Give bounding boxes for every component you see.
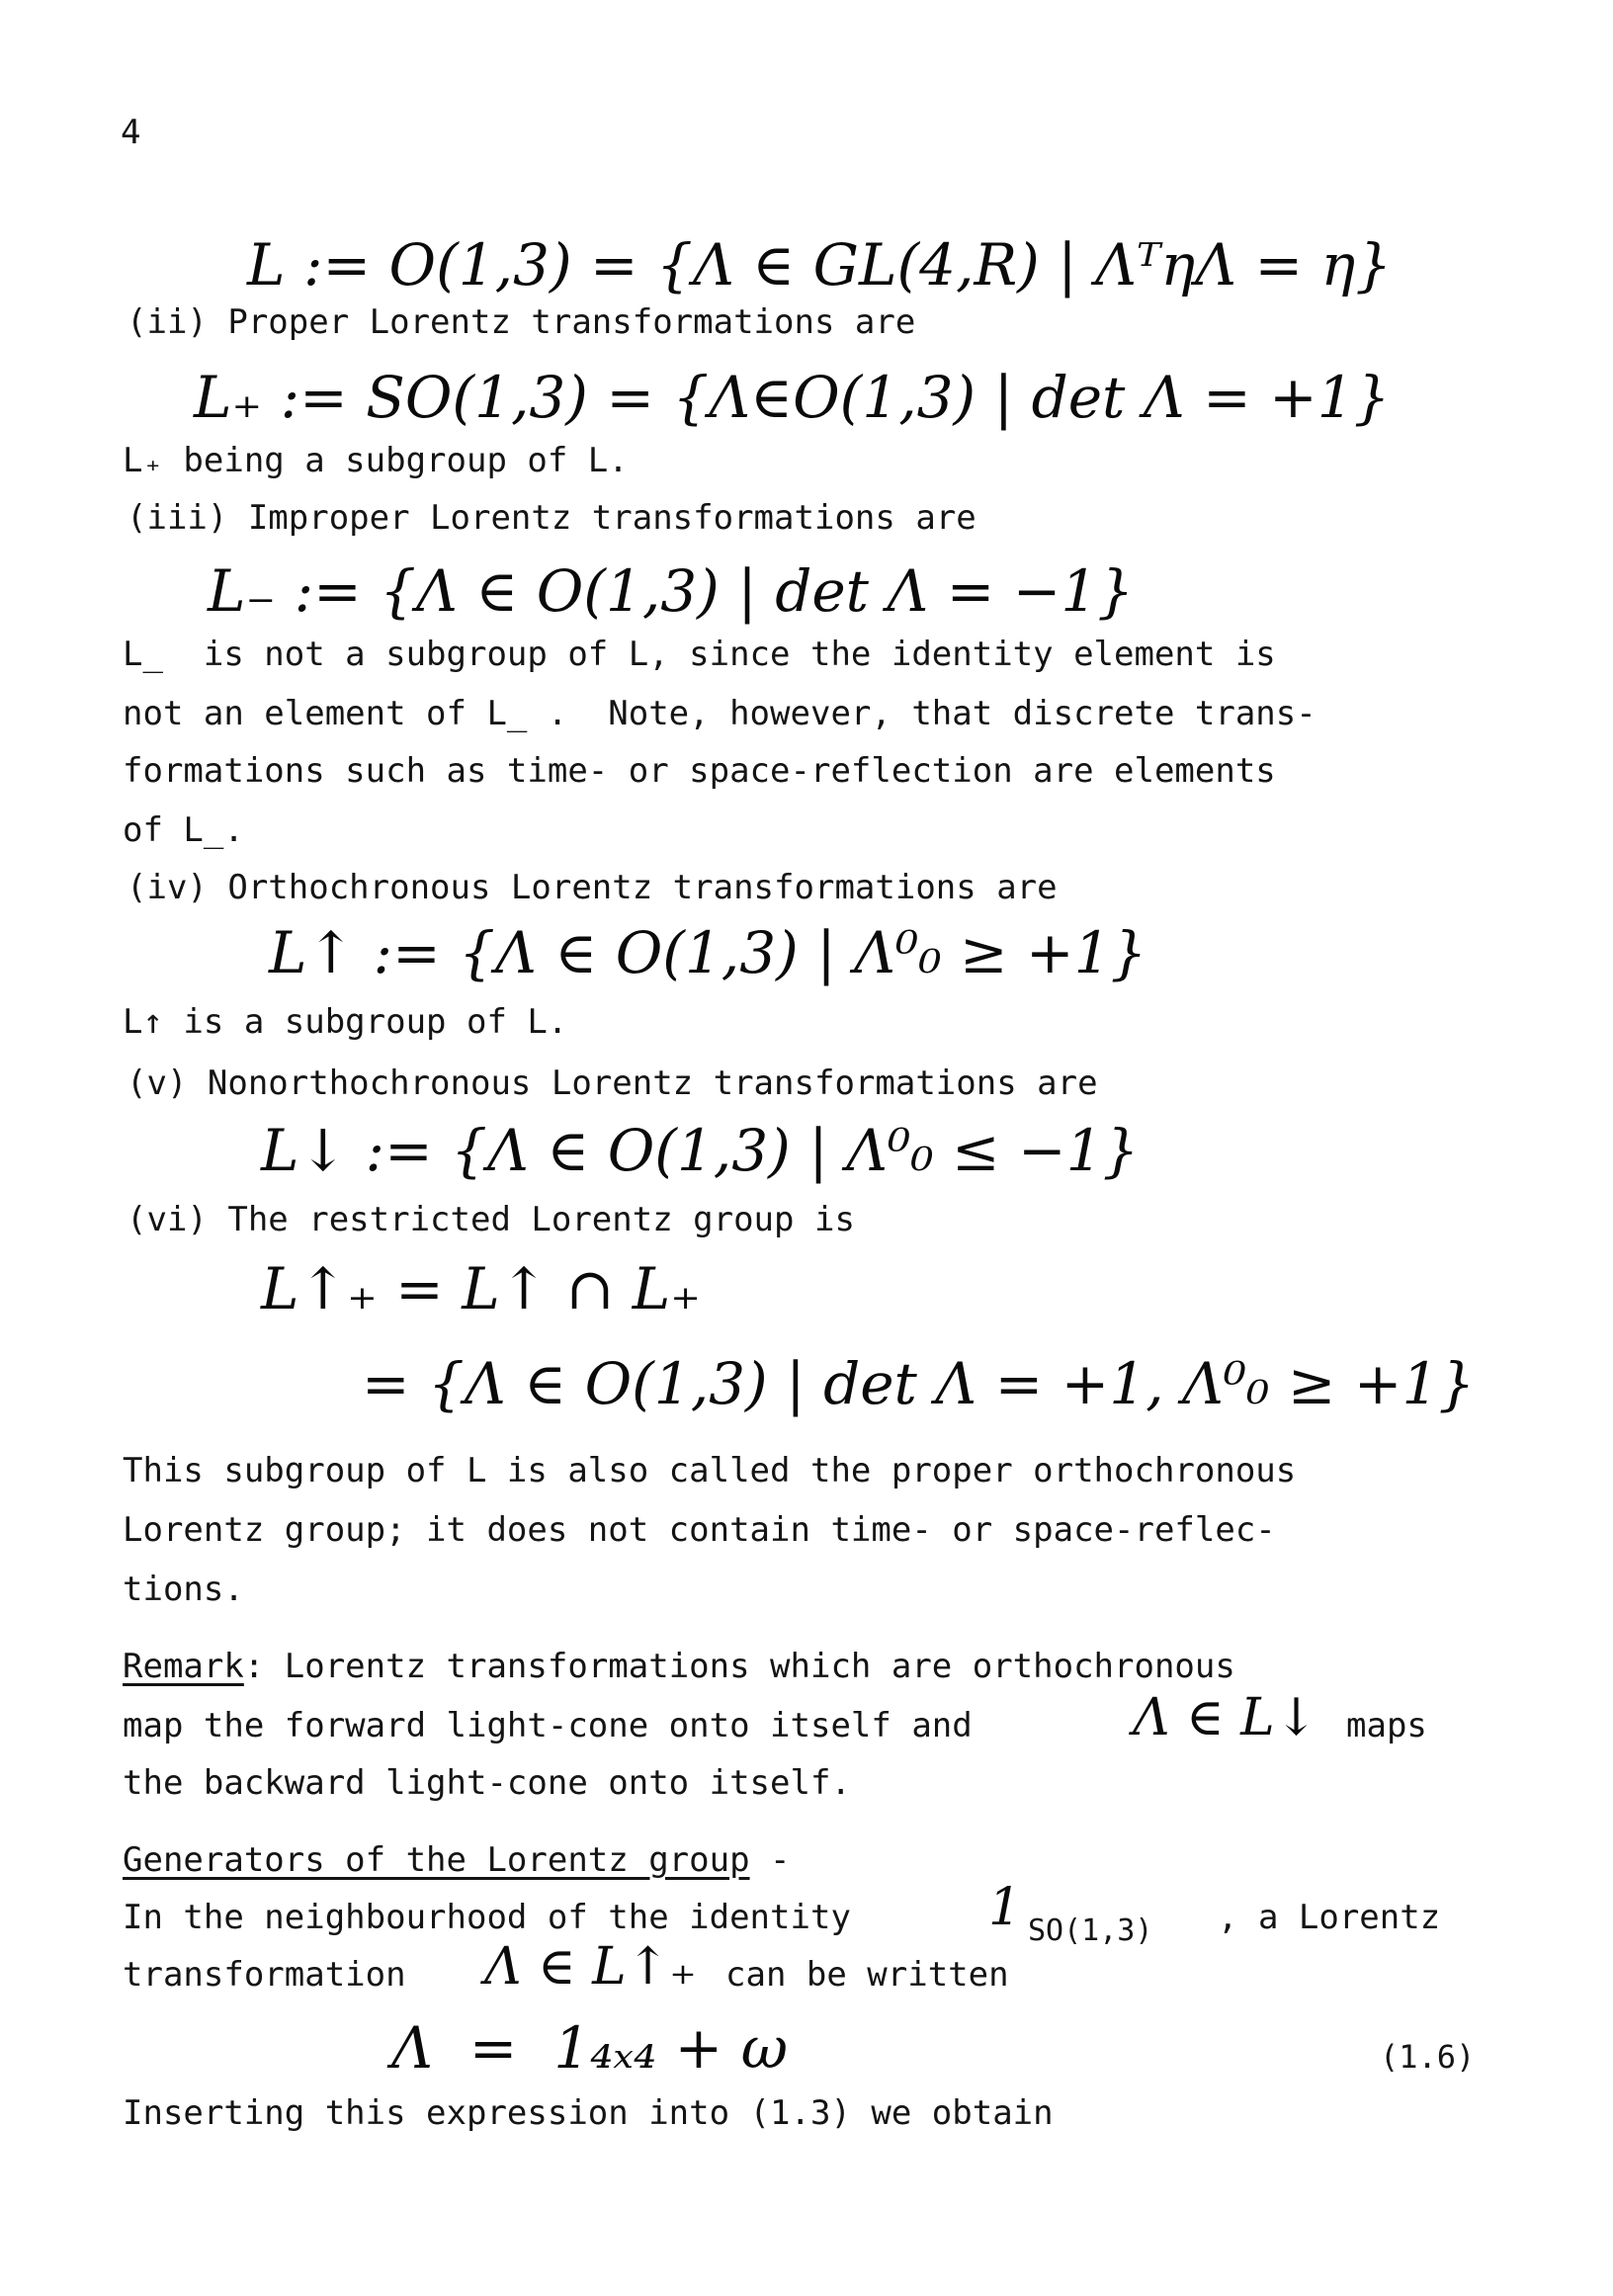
restricted-group-inline-math: Λ ∈ L↑₊ — [484, 1937, 697, 1997]
remark-line: map the forward light-cone onto itself and — [123, 1706, 973, 1745]
text-lplus-subgroup: L₊ being a subgroup of L. — [123, 441, 629, 480]
paragraph-line: Lorentz group; it does not contain time- or space-reflec- — [123, 1510, 1276, 1550]
paragraph-line: of L_. — [123, 810, 244, 850]
generators-line: can be written — [725, 1955, 1009, 1995]
section-heading — [123, 1840, 791, 1880]
equation-1-6: Λ = 1₄ₓ₄ + ω — [391, 2014, 788, 2082]
equation-improper-lorentz: L₋ := {Λ ∈ O(1,3) | det Λ = −1} — [208, 557, 1135, 625]
item-iv: (iv) Orthochronous Lorentz transformations are — [127, 868, 1058, 907]
paragraph-line: L_ is not a subgroup of L, since the identity element is — [123, 635, 1276, 674]
generators-line: transformation — [123, 1955, 406, 1995]
equation-number: (1.6) — [1380, 2038, 1476, 2076]
generators-line: In the neighbourhood of the identity — [123, 1898, 851, 1937]
remark-line: the backward light-cone onto itself. — [123, 1763, 851, 1803]
equation-restricted-line1: L↑₊ = L↑ ∩ L₊ — [261, 1255, 701, 1322]
equation-lorentz-group: L := O(1,3) = {Λ ∈ GL(4,R) | ΛᵀηΛ = η} — [247, 231, 1393, 298]
item-vi: (vi) The restricted Lorentz group is — [127, 1200, 855, 1239]
equation-proper-lorentz: L₊ := SO(1,3) = {Λ∈O(1,3) | det Λ = +1} — [194, 364, 1391, 431]
paragraph-line: This subgroup of L is also called the proper orthochronous — [123, 1451, 1297, 1490]
equation-restricted-line2: = {Λ ∈ O(1,3) | det Λ = +1, Λ⁰₀ ≥ +1} — [362, 1350, 1476, 1417]
item-iii: (iii) Improper Lorentz transformations are — [127, 498, 976, 538]
paragraph-line: not an element of L_ . Note, however, that discrete trans- — [123, 694, 1316, 733]
equation-nonorthochronous: L↓ := {Λ ∈ O(1,3) | Λ⁰₀ ≤ −1} — [261, 1117, 1140, 1184]
generators-line: , a Lorentz — [1218, 1898, 1441, 1937]
paragraph-line: formations such as time- or space-reflection are elements — [123, 751, 1276, 791]
identity-symbol: 1 — [988, 1878, 1022, 1937]
remark-line — [123, 1647, 1235, 1686]
text-lup-subgroup: L↑ is a subgroup of L. — [123, 1002, 568, 1042]
remark-text: : Lorentz transformations which are orthochronous — [243, 1647, 1235, 1686]
paragraph-line: tions. — [123, 1570, 244, 1609]
remark-inline-math: Λ ∈ L↓ — [1133, 1688, 1318, 1747]
item-v: (v) Nonorthochronous Lorentz transformations are — [127, 1063, 1098, 1103]
page-number: 4 — [121, 113, 141, 152]
identity-subscript: SO(1,3) — [1028, 1913, 1153, 1948]
remark-label: Remark — [123, 1647, 244, 1686]
heading-dash: - — [749, 1840, 791, 1880]
remark-line: maps — [1346, 1706, 1427, 1745]
generators-heading: Generators of the Lorentz group — [123, 1840, 750, 1880]
generators-line: Inserting this expression into (1.3) we obtain — [123, 2093, 1054, 2133]
equation-orthochronous: L↑ := {Λ ∈ O(1,3) | Λ⁰₀ ≥ +1} — [269, 919, 1147, 986]
item-ii: (ii) Proper Lorentz transformations are — [127, 302, 916, 342]
